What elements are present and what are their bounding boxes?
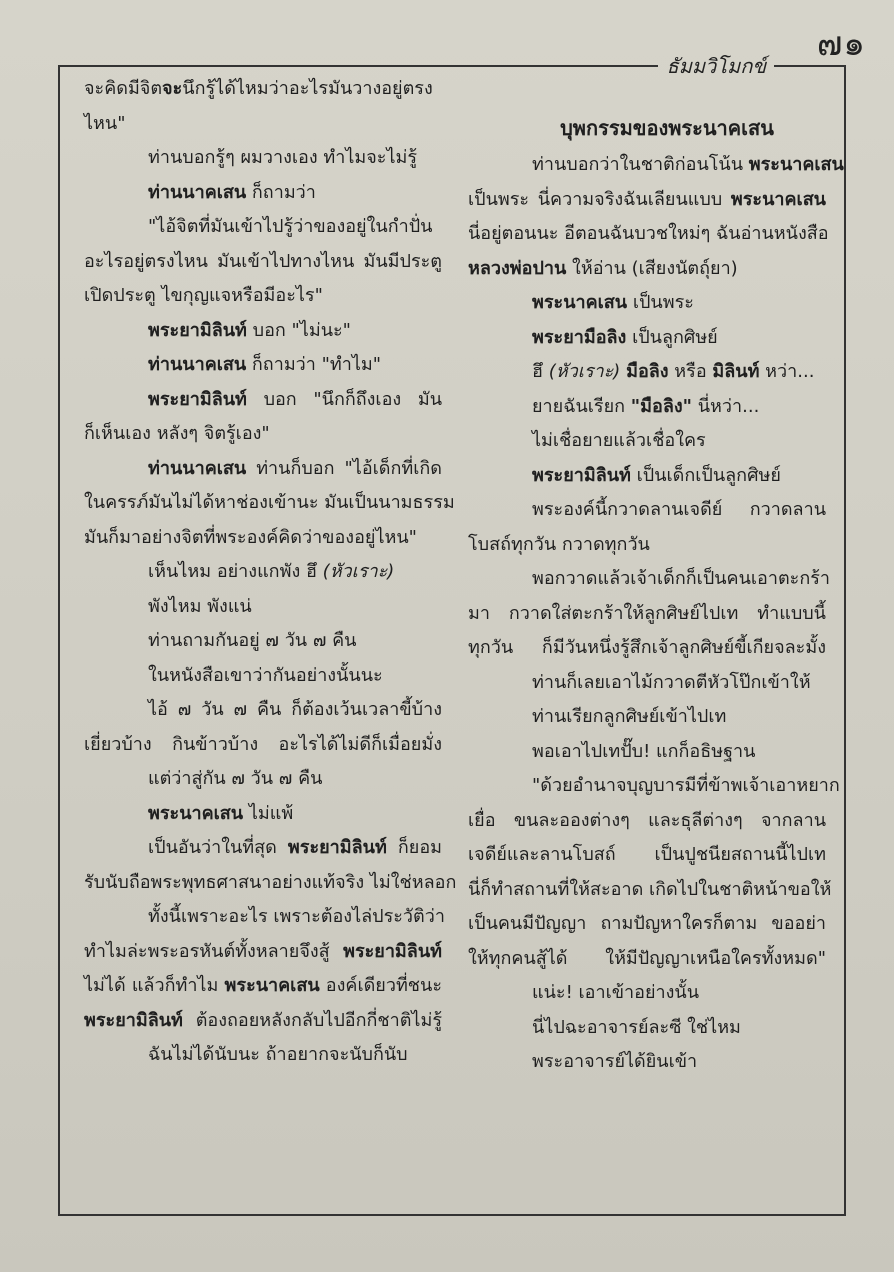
- text-line: [468, 907, 826, 942]
- text-line: [84, 245, 442, 280]
- right-column: [468, 108, 844, 1080]
- text-run: ทั้งนี้เพราะอะไร เพราะต้องไล่ประวัติว่า: [148, 906, 445, 927]
- text-line: [468, 597, 826, 632]
- text-line: [468, 735, 826, 770]
- text-line: [468, 804, 826, 839]
- text-line: [84, 521, 442, 556]
- text-run: อะไรอยู่ตรงไหน มันเข้าไปทางไหน มันมีประตู: [84, 250, 442, 272]
- bold-text: พระนาคเสน: [224, 975, 320, 996]
- bold-text: ท่านนาคเสน: [148, 354, 247, 375]
- text-line: [84, 590, 442, 625]
- text-line: [84, 831, 442, 866]
- text-run: ไอ้ ๗ วัน ๗ คืน ก็ต้องเว้นเวลาขี้บ้าง: [148, 699, 442, 720]
- text-run: เป็นลูกศิษย์: [626, 326, 718, 348]
- text-run: เป็นคนมีปัญญา ถามปัญหาใครก็ตาม ขออย่า: [468, 913, 826, 934]
- text-run: ทำไมล่ะพระอรหันต์ทั้งหลายจึงสู้: [84, 940, 344, 962]
- text-run: ไม่ได้ แล้วก็ทำไม: [84, 975, 225, 996]
- text-run: พอเอาไปเทปั๊บ! แกก็อธิษฐาน: [532, 740, 756, 762]
- text-line: [468, 562, 830, 597]
- text-run: "ด้วยอำนาจบุญบารมีที่ข้าพเจ้าเอาหยาก: [532, 775, 840, 796]
- text-run: เห็นไหม อย่างแกพัง ฮึ: [148, 561, 323, 582]
- text-run: หรือ: [668, 361, 713, 382]
- text-line: [468, 942, 826, 977]
- text-line: [84, 1038, 442, 1073]
- text-run: ในหนังสือเขาว่ากันอย่างนั้นนะ: [148, 664, 383, 686]
- text-line: [84, 797, 442, 832]
- text-run: มา กวาดใส่ตะกร้าให้ลูกศิษย์ไปเท ทำแบบนี้: [468, 602, 826, 624]
- text-run: นี่อยู่ตอนนะ อีตอนฉันบวชใหม่ๆ ฉันอ่านหนังสือ: [468, 223, 829, 244]
- text-line: [468, 631, 826, 666]
- bold-text: ท่านนาคเสน: [148, 181, 247, 203]
- bold-text: ท่านนาคเสน: [148, 457, 247, 479]
- text-line: [468, 838, 826, 873]
- text-line: [468, 873, 832, 908]
- text-line: [468, 1045, 826, 1080]
- text-run: เป็นเด็กเป็นลูกศิษย์: [630, 464, 781, 486]
- text-line: [468, 700, 826, 735]
- text-run: ก็ยอม: [386, 837, 442, 858]
- bold-text: มือลิง: [626, 361, 669, 382]
- text-line: [84, 555, 442, 590]
- text-line: [468, 424, 826, 459]
- text-line: [468, 976, 826, 1011]
- left-column: [84, 72, 457, 1073]
- text-run: นี่ก็ทำสถานที่ให้สะอาด เกิดไปในชาติหน้าขอให้: [468, 878, 832, 900]
- text-run: เยี่ยวบ้าง กินข้าวบ้าง อะไรได้ไม่ดีก็เมื่อยมั่ง: [84, 733, 442, 755]
- text-line: [84, 348, 442, 383]
- bold-text: พระยามิลินท์: [532, 464, 631, 486]
- text-run: ให้อ่าน (เสียงนัตถุ์ยา): [566, 257, 738, 279]
- text-line: [468, 148, 844, 183]
- text-run: ท่านบอกว่าในชาติก่อนโน้น: [532, 154, 749, 175]
- text-run: พระองค์นี้กวาดลานเจดีย์ กวาดลาน: [532, 499, 826, 520]
- text-run: ท่านเรียกลูกศิษย์เข้าไปเท: [532, 706, 727, 727]
- text-run: ก็ถามว่า: [246, 181, 316, 203]
- text-line: [468, 459, 826, 494]
- text-run: เป็นอันว่าในที่สุด: [148, 837, 288, 858]
- text-line: [468, 493, 826, 528]
- text-run: ท่านก็บอก "ไอ้เด็กที่เกิด: [246, 457, 442, 479]
- text-run: จะคิดมีจิต: [84, 78, 163, 99]
- bold-text: พระยามิลินท์: [287, 837, 387, 858]
- text-run: ในครรภ์มันไม่ได้หาช่องเข้านะ มันเป็นนามธรรม: [84, 492, 455, 513]
- text-run: พังไหม พังแน่: [148, 595, 252, 617]
- text-line: [468, 183, 826, 218]
- text-line: [84, 728, 442, 763]
- bold-text: พระยามิลินท์: [343, 940, 442, 962]
- text-run: ก็เห็นเอง หลังๆ จิตรู้เอง": [84, 423, 270, 444]
- bold-text: พระนาคเสน: [730, 188, 826, 210]
- text-run: นี่ไปฉะอาจารย์ละซี ใช่ไหม: [532, 1016, 741, 1038]
- text-line: [84, 210, 442, 245]
- text-run: โบสถ์ทุกวัน กวาดทุกวัน: [468, 533, 650, 555]
- bold-text: มิลินท์: [712, 361, 760, 382]
- text-line: [84, 141, 442, 176]
- text-line: [468, 217, 829, 252]
- text-run: บอก "ไม่นะ": [246, 319, 351, 341]
- text-run: ฉันไม่ได้นับนะ ถ้าอยากจะนับก็นับ: [148, 1044, 408, 1065]
- bold-text: พระยามิลินท์: [148, 388, 247, 410]
- text-line: [84, 72, 442, 107]
- text-line: [84, 486, 455, 521]
- text-run: รับนับถือพระพุทธศาสนาอย่างแท้จริง ไม่ใช่หลอก: [84, 871, 457, 893]
- right-column-lines: [468, 148, 844, 1080]
- text-line: [468, 355, 826, 390]
- text-line: [84, 452, 442, 487]
- text-line: [84, 866, 457, 901]
- bold-text: พระนาคเสน: [148, 802, 244, 824]
- text-line: [84, 969, 442, 1004]
- text-run: ไหน": [84, 112, 126, 134]
- page-number: ๗๑: [816, 24, 866, 64]
- text-line: [84, 176, 442, 211]
- text-run: นึกรู้ได้ไหมว่าอะไรมันวางอยู่ตรง: [182, 78, 433, 99]
- text-run: ไม่เชื่อยายแล้วเชื่อใคร: [532, 430, 706, 451]
- text-line: [84, 624, 442, 659]
- bold-text: หลวงพ่อปาน: [468, 257, 567, 279]
- text-run: บอก "นึกก็ถึงเอง มัน: [246, 388, 442, 410]
- text-line: [84, 762, 442, 797]
- text-run: เปิดประตู ไขกุญแจหรือมีอะไร": [84, 285, 323, 306]
- running-title: ธัมมวิโมกข์: [666, 54, 766, 78]
- text-run: ท่านถามกันอยู่ ๗ วัน ๗ คืน: [148, 630, 357, 651]
- text-run: ก็ถามว่า "ทำไม": [246, 354, 382, 375]
- text-run: มันก็มาอย่างจิตที่พระองค์คิดว่าของอยู่ไหน": [84, 526, 417, 548]
- text-run: ฮึ: [532, 361, 549, 382]
- text-run: พระอาจารย์ได้ยินเข้า: [532, 1051, 698, 1072]
- bold-text: "มือลิง": [630, 395, 693, 417]
- section-heading: บุพกรรมของพระนาคเสน: [560, 116, 774, 140]
- text-line: [84, 417, 442, 452]
- text-run: พอกวาดแล้วเจ้าเด็กก็เป็นคนเอาตะกร้า: [532, 568, 830, 589]
- text-line: [84, 659, 442, 694]
- text-run: เจดีย์และลานโบสถ์ เป็นปูชนียสถานนี้ไปเท: [468, 844, 826, 865]
- text-line: [468, 286, 826, 321]
- text-run: ยายฉันเรียก: [532, 395, 631, 417]
- text-line: [84, 935, 442, 970]
- text-line: [84, 314, 442, 349]
- text-line: [468, 528, 826, 563]
- text-run: ท่านก็เลยเอาไม้กวาดตีหัวโป๊กเข้าให้: [532, 671, 811, 693]
- text-run: ท่านบอกรู้ๆ ผมวางเอง ทำไมจะไม่รู้: [148, 147, 418, 168]
- text-line: [468, 769, 840, 804]
- text-line: [468, 666, 826, 701]
- text-run: นี่หว่า...: [692, 395, 760, 417]
- text-run: เป็นพระ นี่ความจริงฉันเลียนแบบ: [468, 188, 731, 210]
- text-run: ไม่แพ้: [243, 802, 294, 824]
- bold-text: พระยามิลินท์: [84, 1009, 183, 1031]
- bold-text: พระนาคเสน: [748, 154, 844, 175]
- bold-text: พระนาคเสน: [532, 292, 628, 313]
- text-line: [84, 279, 442, 314]
- text-line: [84, 107, 442, 142]
- text-line: [468, 1011, 826, 1046]
- italic-text: (หัวเราะ): [548, 361, 621, 382]
- bold-text: พระยามือลิง: [532, 326, 627, 348]
- text-run: ทุกวัน ก็มีวันหนึ่งรู้สึกเจ้าลูกศิษย์ขี้เกียจละมั้ง: [468, 637, 826, 658]
- text-run: เยื่อ ขนละอองต่างๆ และธุลีต่างๆ จากลาน: [468, 809, 826, 831]
- text-run: ต้องถอยหลังกลับไปอีกกี่ชาติไม่รู้: [182, 1009, 442, 1031]
- text-run: เป็นพระ: [627, 292, 694, 313]
- text-line: [84, 383, 442, 418]
- text-run: หว่า...: [759, 361, 815, 382]
- text-run: แต่ว่าสู่กัน ๗ วัน ๗ คืน: [148, 768, 323, 789]
- text-run: แน่ะ! เอาเข้าอย่างนั้น: [532, 982, 700, 1003]
- italic-text: (หัวเราะ): [322, 561, 395, 582]
- bold-text: จะ: [162, 78, 183, 99]
- text-line: [468, 252, 826, 287]
- text-run: "ไอ้จิตที่มันเข้าไปรู้ว่าของอยู่ในกำปั่น: [148, 216, 433, 237]
- text-run: ให้ทุกคนสู้ได้ ให้มีปัญญาเหนือใครทั้งหมด": [468, 947, 826, 969]
- text-line: [468, 390, 826, 425]
- bold-text: พระยามิลินท์: [148, 319, 247, 341]
- text-line: [84, 1004, 442, 1039]
- text-line: [468, 321, 826, 356]
- text-line: [84, 900, 445, 935]
- text-run: องค์เดียวที่ชนะ: [319, 975, 442, 996]
- text-line: [84, 693, 442, 728]
